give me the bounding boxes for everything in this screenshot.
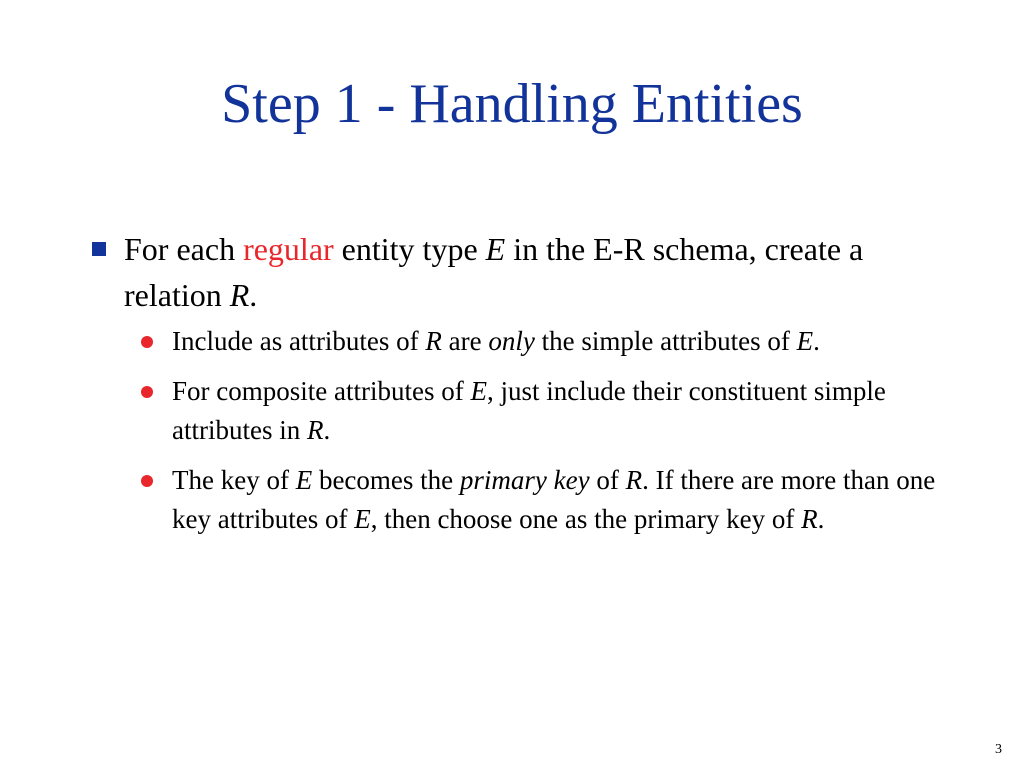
italic-run: R <box>229 277 250 313</box>
dot-bullet-icon <box>141 336 153 348</box>
text-run: Include as attributes of <box>172 326 426 356</box>
sub-bullet-item <box>138 372 956 450</box>
highlight-regular: regular <box>243 231 334 267</box>
sub-bullet-text <box>172 465 935 534</box>
sub-bullet-text <box>172 376 886 445</box>
slide-title: Step 1 - Handling Entities <box>221 73 803 135</box>
text-run: . If there are more than one key attributes of <box>172 465 936 534</box>
page-number: 3 <box>995 742 1002 757</box>
italic-run: E <box>796 326 814 356</box>
bullet-main-text <box>124 231 863 313</box>
text-run: of <box>589 465 626 495</box>
text-run: becomes the <box>312 465 460 495</box>
text-run: . <box>323 415 331 445</box>
bullet-main <box>86 226 956 318</box>
text-run: For composite attributes of <box>172 376 471 406</box>
slide-content <box>86 226 956 550</box>
italic-run: R <box>425 326 442 356</box>
text-run: . <box>817 504 825 534</box>
text-run: in the E-R schema, create a relation <box>124 231 864 313</box>
text-run: , just include their constituent simple attributes in <box>172 376 886 445</box>
text-run: entity type <box>333 231 486 267</box>
italic-run: R <box>306 415 324 445</box>
square-bullet-icon <box>92 242 106 256</box>
sub-bullet-item <box>138 461 956 539</box>
text-run: , then choose one as the primary key of <box>370 504 802 534</box>
sub-bullet-text <box>172 326 820 356</box>
italic-run: E <box>295 465 313 495</box>
italic-run: R <box>625 465 643 495</box>
sub-bullet-list <box>138 322 956 539</box>
italic-run: E <box>470 376 487 406</box>
text-run: The key of <box>172 465 296 495</box>
text-run: . <box>813 326 820 356</box>
italic-run: only <box>488 326 535 356</box>
text-run: are <box>441 326 489 356</box>
text-run: the simple attributes of <box>534 326 797 356</box>
dot-bullet-icon <box>141 475 153 487</box>
italic-run: E <box>354 504 371 534</box>
sub-bullet-item <box>138 322 956 361</box>
text-run: For each <box>124 231 244 267</box>
italic-run: R <box>801 504 818 534</box>
dot-bullet-icon <box>141 386 153 398</box>
italic-run: primary key <box>459 465 590 495</box>
text-run: . <box>249 277 258 313</box>
italic-run: E <box>485 231 506 267</box>
